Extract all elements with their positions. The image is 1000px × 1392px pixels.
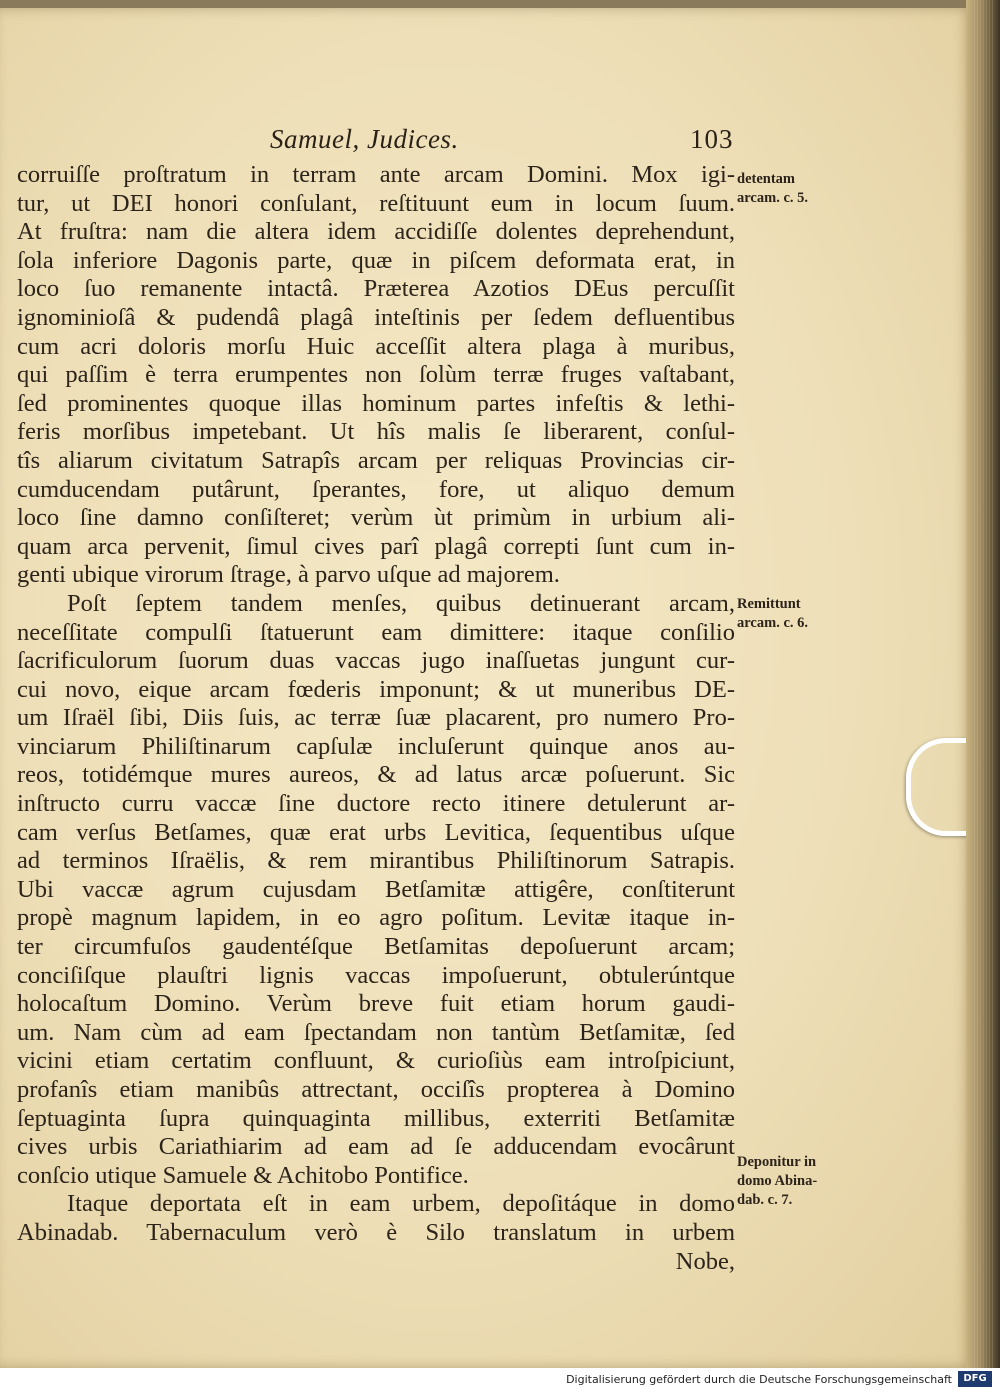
margin-note-line: Deponitur in — [737, 1154, 817, 1170]
text-line: cum acri doloris morſu Huic acceſſit altera plaga à muribus, — [17, 332, 735, 360]
text-line: ignominioſâ & pudendâ plagâ inteſtinis per ſedem defluentibus — [17, 303, 735, 331]
text-line: holocaſtum Domino. Verùm breve fuit etiam horum gaudi- — [17, 990, 735, 1018]
margin-note-line: Remittunt — [737, 596, 801, 612]
text-line: Ubi vaccæ agrum cujusdam Betſamitæ attigêre, conſtiterunt — [17, 875, 735, 903]
footer-credit: Digitalisierung gefördert durch die Deutsche Forschungsgemeinschaft — [566, 1373, 952, 1386]
text-line: loco ſuo remanente intactâ. Præterea Azotios DEus percuſſit — [17, 275, 735, 303]
margin-note-line: domo Abina- — [737, 1173, 818, 1189]
page-edge-lines — [974, 0, 994, 1368]
text-line: propè magnum lapidem, in eo agro poſitum. Levitæ itaque in- — [17, 904, 735, 932]
text-line: Abinadab. Tabernaculum verò è Silo translatum in urbem — [17, 1218, 735, 1246]
text-line: um Iſraël ſibi, Diis ſuis, ac terræ ſuæ placarent, pro numero Pro- — [17, 704, 735, 732]
margin-note-line: dab. c. 7. — [737, 1192, 793, 1208]
text-line: um. Nam cùm ad eam ſpectandam non tantùm Betſamitæ, ſed — [17, 1018, 735, 1046]
running-head-title: Samuel, Judices. — [270, 124, 459, 154]
text-line: ad terminos Iſraëlis, & rem mirantibus Philiſtinorum Satrapis. — [17, 847, 735, 875]
text-line: vicini etiam certatim confluunt, & curioſiùs eam introſpiciunt, — [17, 1047, 735, 1075]
text-line: conciſiſque plauſtri lignis vaccas impoſuerunt, obtulerúntque — [17, 961, 735, 989]
book-page-edges — [966, 0, 1000, 1368]
margin-note-line: detentam — [737, 171, 795, 187]
text-line: vinciarum Philiſtinarum capſulæ incluſerunt quinque anos au- — [17, 732, 735, 760]
margin-note-line: arcam. c. 5. — [737, 190, 808, 206]
text-line: inſtructo curru vaccæ ſine ductore recto itinere detulerunt ar- — [17, 790, 735, 818]
main-text-block — [17, 161, 735, 1276]
text-line: cumducendam putârunt, ſperantes, fore, ut aliquo demum — [17, 475, 735, 503]
dfg-logo: DFG — [958, 1371, 992, 1387]
text-line: reos, totidémque mures aureos, & ad latus arcæ poſuerunt. Sic — [17, 761, 735, 789]
text-line: cam verſus Betſames, quæ erat urbs Levitica, ſequentibus uſque — [17, 818, 735, 846]
running-head — [0, 124, 972, 164]
text-line: profanîs etiam manibûs attrectant, occiſîs propterea à Domino — [17, 1076, 735, 1103]
text-line: cives urbis Cariathiarim ad eam ad ſe adducendam evocârunt — [17, 1133, 735, 1161]
margin-note — [737, 595, 852, 633]
text-line: tur, ut DEI honori conſulant, reſtituunt eum in locum ſuum. — [17, 189, 735, 217]
text-line: ſed prominentes quoque illas hominum partes infeſtis & lethi- — [17, 389, 735, 417]
text-line: Poſt ſeptem tandem menſes, quibus detinuerant arcam, — [67, 589, 735, 617]
text-line: genti ubique virorum ſtrage, à parvo uſque ad majorem. — [17, 561, 560, 589]
text-line: feris morſibus impetebant. Ut hîs malis ſe liberarent, conſul- — [17, 418, 735, 446]
text-line: ſeptuaginta ſupra quinquaginta millibus, exterriti Betſamitæ — [17, 1104, 735, 1132]
text-line: neceſſitate compulſi ſtatuerunt eam dimittere: itaque conſilio — [17, 618, 735, 646]
text-line: ter circumfuſos gaudentéſque Betſamitas depoſuerunt arcam; — [17, 933, 735, 961]
text-line: At fruſtra: nam die altera idem accidiſſe dolentes deprehendunt, — [17, 218, 735, 246]
book-cover-edge — [0, 0, 1000, 8]
text-line: conſcio utique Samuele & Achitobo Pontifice. — [17, 1161, 469, 1189]
text-line: quam arca pervenit, ſimul cives parî plagâ correpti ſunt cum in- — [17, 532, 735, 560]
text-line: ſacrificulorum ſuorum duas vaccas jugo inaſſuetas jungunt cur- — [17, 647, 735, 675]
text-line: tîs aliarum civitatum Satrapîs arcam per reliquas Provincias cir- — [17, 446, 735, 474]
book-page — [0, 8, 972, 1368]
text-line: Itaque deportata eſt in eam urbem, depoſitáque in domo — [67, 1190, 735, 1218]
text-line: qui paſſim è terra erumpentes non ſolùm terræ fruges vaſtabant, — [17, 361, 735, 389]
text-line: ſola inferiore Dagonis parte, quæ in piſcem deformata erat, in — [17, 246, 735, 274]
page-number: 103 — [690, 124, 734, 154]
text-line: corruiſſe proſtratum in terram ante arcam Domini. Mox igi- — [17, 161, 735, 188]
text-line: loco ſine damno conſiſteret; verùm ùt primùm in urbium ali- — [17, 504, 735, 532]
margin-note — [737, 170, 852, 208]
margin-note — [737, 1153, 852, 1210]
margin-note-line: arcam. c. 6. — [737, 615, 808, 631]
catchword: Nobe, — [675, 1247, 735, 1275]
text-line: cui novo, eique arcam fœderis imponunt; & ut muneribus DE- — [17, 675, 735, 703]
